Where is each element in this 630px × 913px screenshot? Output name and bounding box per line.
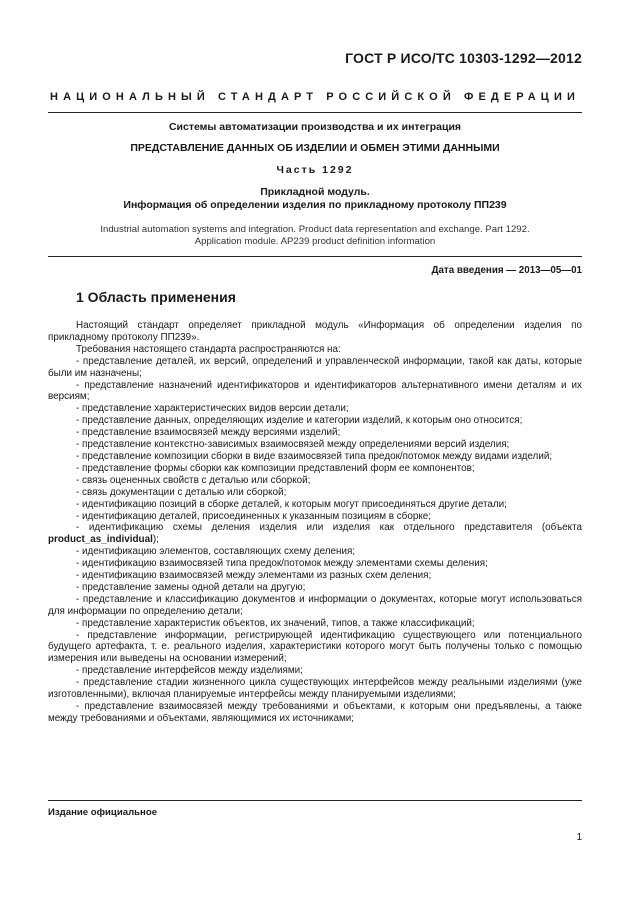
list-item-text: - идентификацию схемы деления изделия или изделия как отдельного представителя (объекта [76,522,582,534]
section-body [48,320,582,725]
introduction-date: Дата введения — 2013—05—01 [431,265,582,276]
english-title-line1: Industrial automation systems and integration. Product data representation and exchange. Part 1292. [100,224,530,235]
paragraph: Требования настоящего стандарта распространяются на: [76,343,341,355]
list-item: - представление и классификацию документов и информации о документах, которые могут использоваться для информации по определению детали; [48,593,582,617]
list-item: - представление взаимосвязей между требованиями и объектами, к которым они предъявлены, а также между требованиями и объектами, являющимися их источниками; [48,701,582,724]
list-item: - идентификацию позиций в сборке деталей, к которым могут присоединяться другие детали; [76,498,507,510]
section-heading: 1 Область применения [76,289,236,305]
list-item: - идентификацию взаимосвязей типа предок/потомок между элементами схемы деления; [76,558,488,570]
standard-code: ГОСТ Р ИСО/ТС 10303-1292—2012 [345,50,582,66]
series-title: Системы автоматизации производства и их интеграция [168,121,462,133]
title-divider [48,256,582,257]
paragraph: Настоящий стандарт определяет прикладной модуль «Информация об определении изделия по прикладному протоколу ПП239». [48,320,582,343]
official-edition-label: Издание официальное [48,807,158,818]
list-item: - идентификацию деталей, присоединенных к указанным позициям в сборке; [76,510,431,522]
list-item: - представление формы сборки как композиции представлений форм ее компонентов; [76,462,475,474]
list-item: - связь оцененных свойств с деталью или сборкой; [76,474,311,486]
module-title-line2: Информация об определении изделия по прикладному протоколу ПП239 [123,199,507,211]
header-divider [48,112,582,113]
page-number: 1 [576,832,582,843]
list-item: - представление интерфейсов между изделиями; [76,665,303,677]
list-item-product-as-individual [48,522,582,546]
list-item: - представление информации, регистрирующей идентификацию существующего или потенциального будущего артефакта, т. е. реального изделия, характеристики которого могут быть получены только с помощью измерения или выведены на основании измерений; [48,629,582,665]
english-title-line2: Application module. AP239 product definition information [194,236,436,247]
list-item: - представление данных, определяющих изделие и категории изделий, к которым оно относится; [76,415,523,427]
list-item: - идентификацию взаимосвязей между элементами из разных схем деления; [76,570,432,582]
list-item: - представление назначений идентификаторов и идентификаторов альтернативного имени деталям и их версиям; [48,379,582,403]
footer-divider [48,800,582,801]
list-item: - идентификацию элементов, составляющих схему деления; [76,546,356,558]
module-title-line1: Прикладной модуль. [260,186,370,198]
list-item: - представление характеристик объектов, их значений, типов, а также классификаций; [76,617,475,629]
list-item: - представление стадии жизненного цикла существующих интерфейсов между реальными изделиями (уже изготовленными), включая планируемые интерфейсы между планируемыми изделиями; [48,677,582,701]
main-title: ПРЕДСТАВЛЕНИЕ ДАННЫХ ОБ ИЗДЕЛИИ И ОБМЕН ЭТИМИ ДАННЫМИ [130,142,500,154]
list-item: - представление взаимосвязей между версиями изделий; [76,427,341,439]
list-item: - представление контекстно-зависимых взаимосвязей между определениями версий изделия; [76,439,510,451]
list-item: - связь документации с деталью или сборкой; [76,486,287,498]
list-item: - представление композиции сборки в виде взаимосвязей типа предок/потомок между видами изделий; [76,450,553,462]
entity-name: product_as_individual [48,534,153,546]
list-item: - представление деталей, их версий, определений и управленческой информации, такой как даты, которые были им назначены; [48,355,582,379]
part-title: Часть 1292 [276,164,354,176]
national-standard-banner: НАЦИОНАЛЬНЫЙ СТАНДАРТ РОССИЙСКОЙ ФЕДЕРАЦИИ [50,91,580,103]
list-item-text: ); [152,534,159,546]
list-item: - представление характеристических видов версии детали; [76,403,349,415]
list-item: - представление замены одной детали на другую; [76,581,306,593]
